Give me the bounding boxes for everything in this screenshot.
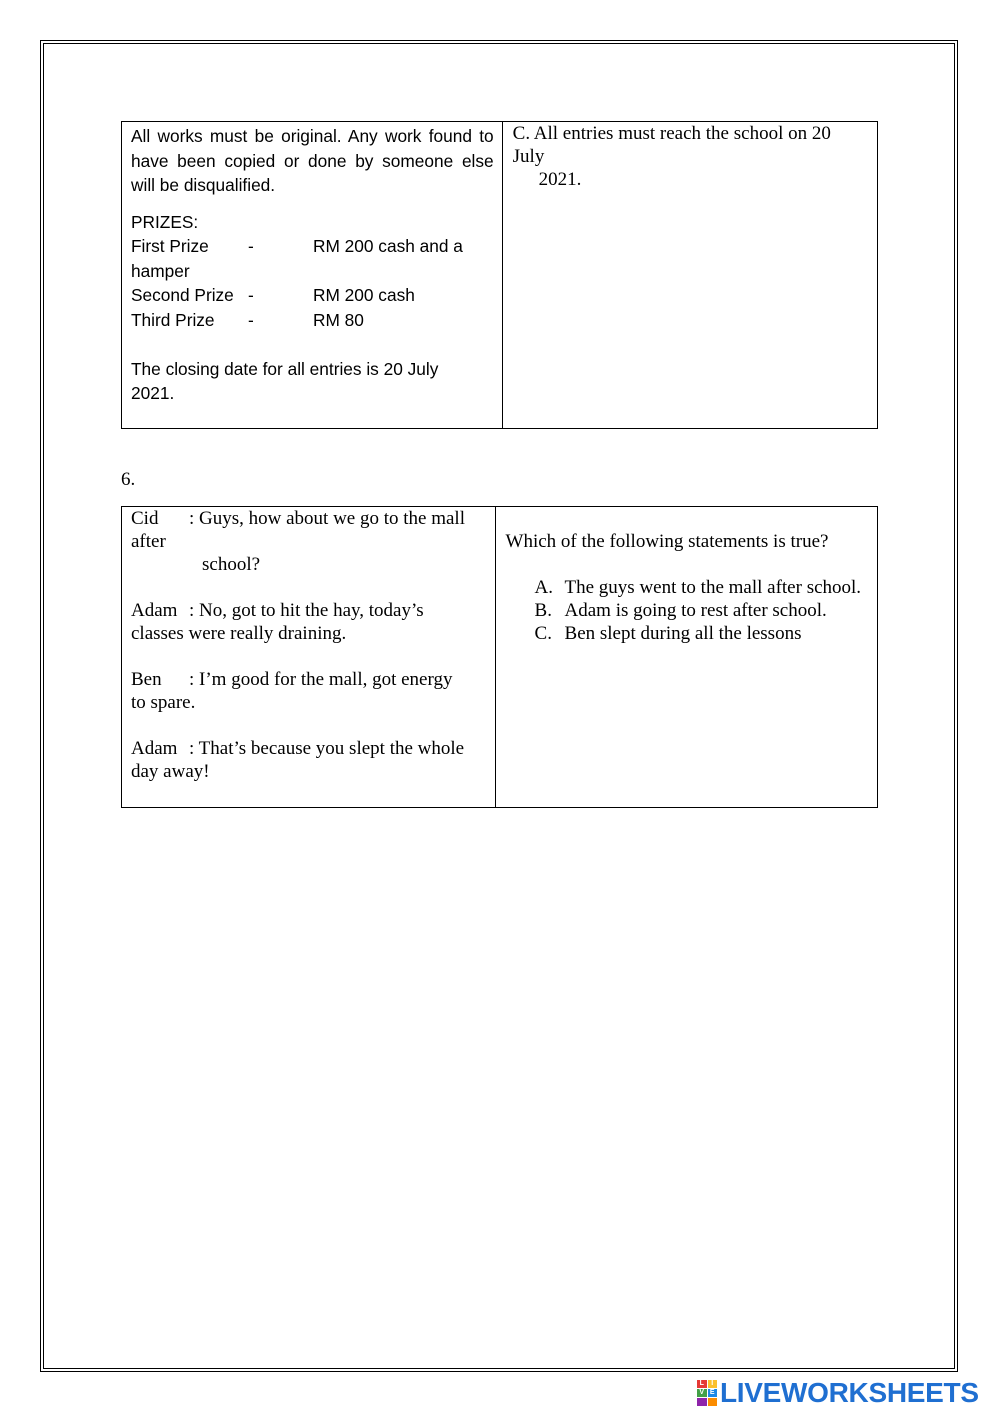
dialogue-line — [131, 737, 489, 760]
prize-dash: - — [248, 309, 254, 330]
prize-row — [131, 283, 494, 308]
prize-continuation: hamper — [131, 260, 190, 281]
dialogue-line — [131, 668, 489, 691]
answer-option-b[interactable] — [506, 599, 871, 622]
speech-text: classes were really draining. — [131, 623, 347, 644]
answer-option-a[interactable] — [506, 576, 871, 599]
question-6-table — [121, 506, 878, 808]
option-cell — [502, 122, 877, 429]
speech-text: to spare. — [131, 692, 196, 713]
option-letter: B. — [534, 600, 552, 621]
speech-text: : Guys, how about we go to the mall — [189, 508, 465, 529]
speech-text: : No, got to hit the hay, today’s — [189, 600, 424, 621]
logo-mark-icon — [697, 1380, 717, 1406]
dialogue-line — [131, 599, 489, 622]
question-cell — [495, 507, 877, 808]
originality-paragraph: All works must be original. Any work found to have been copied or done by someone else will be disqualified. — [131, 126, 494, 195]
speech-text: : That’s because you slept the whole — [189, 738, 465, 759]
liveworksheets-logo — [697, 1378, 979, 1408]
prize-dash: - — [248, 285, 254, 305]
logo-mark-tile — [697, 1398, 707, 1406]
logo-mark-tile: V — [697, 1389, 707, 1397]
prizes-heading: PRIZES: — [131, 211, 199, 232]
question-text: Which of the following statements is true? — [505, 531, 829, 552]
speech-text: after — [131, 531, 166, 552]
poster-cell — [122, 122, 503, 429]
prize-value: RM 200 cash and a — [313, 236, 463, 256]
option-c-month: July — [512, 146, 545, 167]
question-5-table — [121, 121, 878, 429]
prize-name: Second Prize — [131, 285, 234, 305]
dialogue-cell — [122, 507, 496, 808]
logo-mark-tile: I — [708, 1380, 718, 1388]
prize-row — [131, 234, 494, 259]
option-text: The guys went to the mall after school. — [564, 577, 862, 598]
option-c-line: C. All entries must reach the school on 20 — [512, 123, 831, 144]
speech-text: : I’m good for the mall, got energy — [189, 669, 453, 690]
option-letter: C. — [534, 623, 552, 644]
closing-date-line: The closing date for all entries is 20 July — [131, 358, 439, 379]
speaker-name: Adam — [131, 600, 178, 621]
prize-name: First Prize — [131, 236, 209, 256]
prize-dash: - — [248, 236, 254, 256]
prize-name: Third Prize — [131, 309, 215, 330]
logo-mark-tile — [708, 1398, 718, 1406]
prize-value: RM 200 cash — [313, 285, 415, 305]
question-number: 6. — [121, 469, 136, 490]
speaker-name: Cid — [131, 508, 159, 529]
option-text: Ben slept during all the lessons — [564, 623, 802, 644]
answer-option-c[interactable] — [506, 622, 871, 645]
dialogue-line — [131, 507, 489, 530]
speaker-name: Ben — [131, 669, 162, 690]
speech-text: school? — [202, 554, 261, 575]
prize-row — [131, 308, 494, 333]
answer-options — [506, 576, 871, 645]
option-text: Adam is going to rest after school. — [564, 600, 827, 621]
speech-text: day away! — [131, 761, 210, 782]
closing-date-year: 2021. — [131, 383, 175, 403]
option-c-year: 2021. — [538, 169, 582, 190]
option-letter: A. — [534, 577, 553, 598]
prize-value: RM 80 — [313, 309, 364, 330]
logo-mark-tile: L — [697, 1380, 707, 1388]
logo-text: LIVEWORKSHEETS — [720, 1377, 979, 1408]
logo-mark-tile: E — [708, 1389, 718, 1397]
speaker-name: Adam — [131, 738, 178, 759]
